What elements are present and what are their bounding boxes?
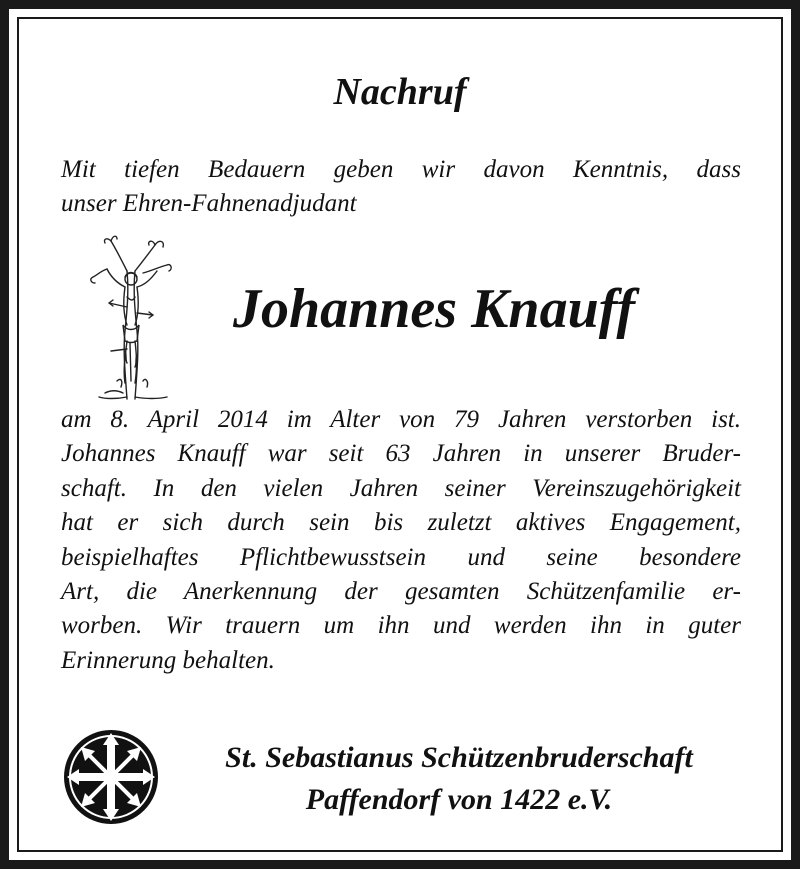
intro-text [61, 153, 741, 221]
body-line-6: Art, die Anerkennung der gesamten Schützenfamilie er- [61, 578, 741, 606]
body-line-4: hat er sich durch sein bis zuletzt aktives Engagement, [61, 509, 741, 537]
body-line-3: schaft. In den vielen Jahren seiner Vereinszugehörigkeit [61, 474, 741, 502]
notice-title: Nachruf [333, 71, 467, 113]
notice-card [9, 9, 791, 860]
organization-signature [159, 737, 759, 821]
intro-line-2: unser Ehren-Fahnenadjudant [61, 190, 357, 217]
body-line-7: worben. Wir trauern um ihn und werden ihn in guter [61, 612, 741, 640]
arrows-cross-emblem-icon [61, 727, 161, 827]
body-line-1: am 8. April 2014 im Alter von 79 Jahren verstorben ist. [61, 406, 741, 433]
body-line-5: beispielhaftes Pflichtbewusstsein und seine besondere [61, 543, 741, 571]
org-line-2: Paffendorf von 1422 e.V. [305, 783, 613, 816]
deceased-name: Johannes Knauff [233, 278, 636, 340]
intro-line-1: Mit tiefen Bedauern geben wir davon Kenntnis, dass [61, 156, 741, 183]
body-line-2: Johannes Knauff war seit 63 Jahren in unserer Bruder- [61, 440, 741, 468]
body-text [61, 403, 741, 678]
saint-sebastian-icon [87, 231, 175, 401]
org-line-1: St. Sebastianus Schützenbruderschaft [225, 741, 693, 774]
body-line-8: Erinnerung behalten. [61, 646, 275, 674]
